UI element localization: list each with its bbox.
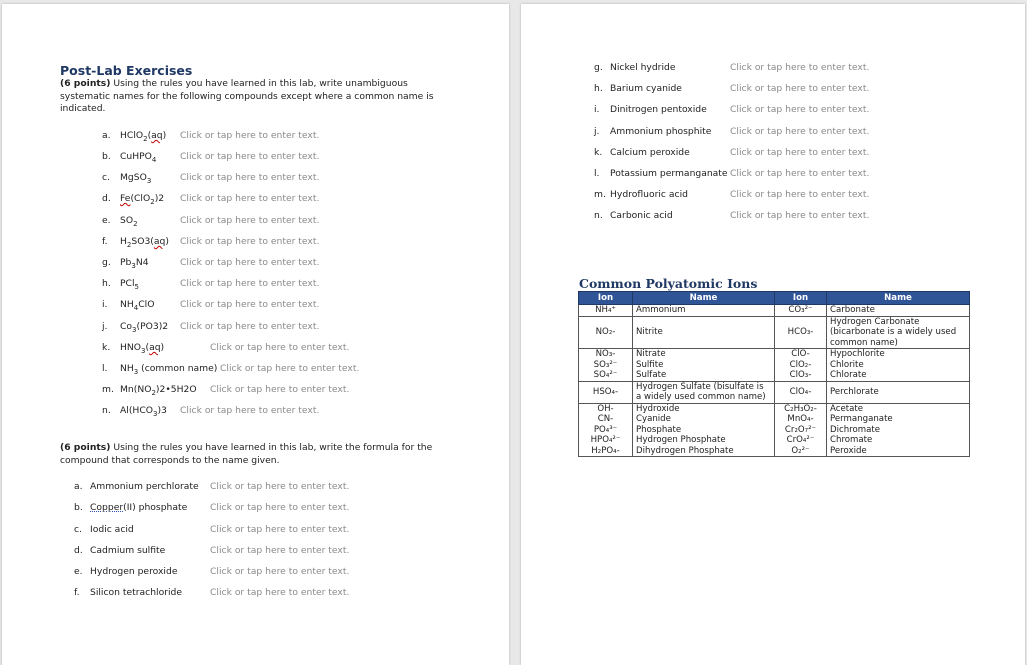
compound-item: g. <box>102 257 111 268</box>
ion-formula-cell: Cr₂O₇²⁻ <box>775 425 827 436</box>
formula-part-wavy: aq <box>153 236 166 247</box>
ion-formula-cell: NH₄⁺ <box>579 305 633 317</box>
name-item-label: h. <box>594 83 603 94</box>
ion-name-cell: Cyanide <box>633 414 775 425</box>
answer-field[interactable]: Click or tap here to enter text. <box>180 321 320 332</box>
ion-name-cell: Hydrogen Carbonate (bicarbonate is a widely used common name) <box>827 316 970 349</box>
ion-formula-cell: ClO₂- <box>775 360 827 371</box>
formula-part-mid: (PO3)2 <box>136 321 169 332</box>
formula-part-mid: N4 <box>135 257 149 268</box>
ion-name-cell: Peroxide <box>827 446 970 457</box>
compound-formula <box>120 236 169 249</box>
name-item-label: m. <box>594 189 606 200</box>
compound-name: Ammonium phosphite <box>610 126 712 137</box>
compound-item: i. <box>102 299 108 310</box>
compound-formula <box>120 299 154 312</box>
formula-part-mid: SO3( <box>131 236 154 247</box>
formula-part-mid: ( <box>147 130 152 141</box>
formula-part-wavy: aq <box>151 130 163 141</box>
name-part-text: Ammonium perchlorate <box>90 481 199 492</box>
table-row <box>579 414 970 425</box>
compound-item: d. <box>102 193 111 204</box>
points-label: (6 points) <box>60 78 111 89</box>
compound-name: Potassium permanganate <box>610 168 728 179</box>
right-page <box>521 4 1025 665</box>
formula-part-mid: (common name) <box>138 363 218 374</box>
compound-formula <box>120 215 138 228</box>
answer-field[interactable]: Click or tap here to enter text. <box>180 172 320 183</box>
compound-formula <box>120 278 139 291</box>
answer-field[interactable]: Click or tap here to enter text. <box>730 168 870 179</box>
formula-part-pre: Co <box>120 321 133 332</box>
formula-part-pre: HClO <box>120 130 144 141</box>
compound-item: a. <box>102 130 111 141</box>
compound-formula <box>120 193 164 206</box>
answer-field[interactable]: Click or tap here to enter text. <box>210 545 350 556</box>
ion-name-cell: Phosphate <box>633 425 775 436</box>
ion-name-cell: Dihydrogen Phosphate <box>633 446 775 457</box>
compound-name <box>90 566 177 577</box>
formula-part-mid: ClO <box>138 299 155 310</box>
ion-formula-cell: C₂H₃O₂- <box>775 403 827 414</box>
instructions-text: Using the rules you have learned in this lab, write unambiguous systematic names for the following compounds except where a common name is indicated. <box>60 78 434 114</box>
ion-name-cell: Chlorite <box>827 360 970 371</box>
ion-name-cell: Hydroxide <box>633 403 775 414</box>
compound-name <box>90 502 187 513</box>
ion-name-cell: Perchlorate <box>827 381 970 403</box>
name-item-label: i. <box>594 104 600 115</box>
name-item-label: j. <box>594 126 600 137</box>
formula-part-sub1: 5 <box>134 282 139 291</box>
header-name: Name <box>633 292 775 305</box>
compound-formula <box>120 257 149 270</box>
formula-part-mid: ( <box>145 342 150 353</box>
name-part-dotted: Copper <box>90 502 124 513</box>
name-part-rest: (II) phosphate <box>123 502 188 513</box>
answer-field[interactable]: Click or tap here to enter text. <box>210 524 350 535</box>
ion-formula-cell: MnO₄- <box>775 414 827 425</box>
ion-name-cell: Carbonate <box>827 305 970 317</box>
formula-part-sub1: 3 <box>146 176 152 185</box>
compound-item: f. <box>102 236 108 247</box>
ion-formula-cell: ClO₄- <box>775 381 827 403</box>
formula-part-after: )2 <box>154 193 165 204</box>
table-row <box>579 446 970 457</box>
ion-formula-cell: ClO- <box>775 349 827 360</box>
formula-part-pre: NH <box>120 363 134 374</box>
instructions-names <box>60 78 460 116</box>
compound-item: m. <box>102 384 114 395</box>
compound-item: n. <box>102 405 111 416</box>
ion-formula-cell: CrO₄²⁻ <box>775 435 827 446</box>
formula-part-sub1: 3 <box>133 367 139 376</box>
formula-part-sub2: 2 <box>150 197 155 206</box>
name-item-label: n. <box>594 210 603 221</box>
formula-part-sub1: 3 <box>152 409 158 418</box>
formula-part-sub1: 3 <box>141 346 146 355</box>
polyatomic-ions-table <box>578 291 970 457</box>
header-ion: Ion <box>579 292 633 305</box>
ion-name-cell: Acetate <box>827 403 970 414</box>
compound-formula <box>120 405 167 418</box>
name-part-text: Iodic acid <box>90 524 134 535</box>
answer-field[interactable]: Click or tap here to enter text. <box>180 151 320 162</box>
ion-formula-cell: O₂²⁻ <box>775 446 827 457</box>
ion-formula-cell: ClO₃- <box>775 370 827 381</box>
ion-formula-cell: SO₄²⁻ <box>579 370 633 381</box>
answer-field[interactable]: Click or tap here to enter text. <box>730 147 870 158</box>
answer-field[interactable]: Click or tap here to enter text. <box>210 384 350 395</box>
answer-field[interactable]: Click or tap here to enter text. <box>730 83 870 94</box>
compound-name: Carbonic acid <box>610 210 673 221</box>
formula-part-pre: HNO <box>120 342 142 353</box>
answer-field[interactable]: Click or tap here to enter text. <box>180 257 320 268</box>
ion-formula-cell: NO₂- <box>579 316 633 349</box>
formula-part-sub1: 2 <box>143 134 148 143</box>
compound-item: c. <box>102 172 110 183</box>
formula-part-pre: PCl <box>120 278 135 289</box>
answer-field[interactable]: Click or tap here to enter text. <box>180 405 320 416</box>
compound-name: Barium cyanide <box>610 83 682 94</box>
formula-part-pre: H <box>120 236 127 247</box>
ion-name-cell: Nitrate <box>633 349 775 360</box>
table-row <box>579 381 970 403</box>
formula-part-pre: NH <box>120 299 134 310</box>
formula-part-pre: CuHPO <box>120 151 152 162</box>
formula-part-wavy: aq <box>149 342 161 353</box>
formula-part-sub1: 2 <box>133 219 138 228</box>
compound-name <box>90 545 165 556</box>
answer-field[interactable]: Click or tap here to enter text. <box>730 62 870 73</box>
formula-part-wavy: Fe <box>120 193 131 204</box>
compound-formula <box>120 130 166 143</box>
compound-name: Hydrofluoric acid <box>610 189 688 200</box>
formula-part-pre: MgSO <box>120 172 147 183</box>
name-item-label: l. <box>594 168 600 179</box>
table-title: Common Polyatomic Ions <box>579 276 758 291</box>
header-ion: Ion <box>775 292 827 305</box>
formula-part-mid: )3 <box>157 405 167 416</box>
formula-part-post: ) <box>160 342 165 353</box>
compound-formula <box>120 384 197 397</box>
compound-formula <box>120 172 151 185</box>
answer-field[interactable]: Click or tap here to enter text. <box>180 299 320 310</box>
formula-part-post: ) <box>165 236 169 247</box>
answer-field[interactable]: Click or tap here to enter text. <box>730 104 870 115</box>
name-part-text: Silicon tetrachloride <box>90 587 183 598</box>
formula-part-sub1: 4 <box>133 303 139 312</box>
name-item-label: c. <box>74 524 82 535</box>
answer-field[interactable]: Click or tap here to enter text. <box>210 587 350 598</box>
formula-part-sub1: 2 <box>126 240 132 249</box>
ion-formula-cell: NO₃- <box>579 349 633 360</box>
ion-formula-cell: OH- <box>579 403 633 414</box>
answer-field[interactable]: Click or tap here to enter text. <box>210 566 350 577</box>
answer-field[interactable]: Click or tap here to enter text. <box>210 502 350 513</box>
answer-field[interactable]: Click or tap here to enter text. <box>730 189 870 200</box>
answer-field[interactable]: Click or tap here to enter text. <box>180 193 320 204</box>
table-row <box>579 435 970 446</box>
ion-formula-cell: HSO₄- <box>579 381 633 403</box>
page-title: Post-Lab Exercises <box>60 63 193 78</box>
compound-name: Dinitrogen pentoxide <box>610 104 707 115</box>
name-part-text: Hydrogen peroxide <box>90 566 178 577</box>
ion-name-cell: Sulfite <box>633 360 775 371</box>
answer-field[interactable]: Click or tap here to enter text. <box>730 210 870 221</box>
compound-item: b. <box>102 151 111 162</box>
answer-field[interactable]: Click or tap here to enter text. <box>180 130 320 141</box>
answer-field[interactable]: Click or tap here to enter text. <box>180 215 320 226</box>
answer-field[interactable]: Click or tap here to enter text. <box>220 363 360 374</box>
compound-name <box>90 524 134 535</box>
table-row <box>579 403 970 414</box>
header-name: Name <box>827 292 970 305</box>
compound-formula <box>120 151 156 164</box>
left-page <box>2 4 509 665</box>
formula-part-pre: Al(HCO <box>120 405 153 416</box>
formula-part-post: ) <box>162 130 167 141</box>
formula-part-pre: SO <box>120 215 134 226</box>
name-item-label: d. <box>74 545 83 556</box>
compound-item: j. <box>102 321 108 332</box>
compound-item: h. <box>102 278 111 289</box>
name-item-label: a. <box>74 481 83 492</box>
formula-part-pre: Mn(NO <box>120 384 152 395</box>
table-row <box>579 360 970 371</box>
ion-formula-cell: HCO₃- <box>775 316 827 349</box>
compound-name <box>90 481 199 492</box>
ion-name-cell: Ammonium <box>633 305 775 317</box>
ion-name-cell: Chromate <box>827 435 970 446</box>
compound-name: Nickel hydride <box>610 62 676 73</box>
answer-field[interactable]: Click or tap here to enter text. <box>730 126 870 137</box>
ion-formula-cell: PO₄³⁻ <box>579 425 633 436</box>
table-row <box>579 370 970 381</box>
ion-name-cell: Nitrite <box>633 316 775 349</box>
table-row <box>579 349 970 360</box>
ion-formula-cell: CO₃²⁻ <box>775 305 827 317</box>
formula-part-sub1: 3 <box>132 325 137 334</box>
ion-name-cell: Hydrogen Phosphate <box>633 435 775 446</box>
table-row <box>579 305 970 317</box>
answer-field[interactable]: Click or tap here to enter text. <box>180 278 320 289</box>
formula-part-mid: )2•5H2O <box>155 384 197 395</box>
compound-formula <box>120 342 164 355</box>
compound-formula <box>120 363 217 376</box>
compound-item: e. <box>102 215 111 226</box>
ion-name-cell: Dichromate <box>827 425 970 436</box>
name-part-text: Cadmium sulfite <box>90 545 166 556</box>
ion-name-cell: Hypochlorite <box>827 349 970 360</box>
ion-formula-cell: HPO₄²⁻ <box>579 435 633 446</box>
name-item-label: e. <box>74 566 83 577</box>
compound-name <box>90 587 182 598</box>
formula-part-post: (ClO <box>130 193 151 204</box>
formula-part-sub1: 2 <box>151 388 156 397</box>
ion-name-cell: Chlorate <box>827 370 970 381</box>
formula-part-sub1: 3 <box>131 261 136 270</box>
compound-formula <box>120 321 168 334</box>
table-row <box>579 316 970 349</box>
ion-formula-cell: SO₃²⁻ <box>579 360 633 371</box>
formula-part-sub1: 4 <box>151 155 157 164</box>
ion-formula-cell: CN- <box>579 414 633 425</box>
ion-name-cell: Hydrogen Sulfate (bisulfate is a widely used common name) <box>633 381 775 403</box>
compound-item: k. <box>102 342 111 353</box>
name-item-label: k. <box>594 147 603 158</box>
answer-field[interactable]: Click or tap here to enter text. <box>210 481 350 492</box>
answer-field[interactable]: Click or tap here to enter text. <box>210 342 350 353</box>
name-item-label: f. <box>74 587 80 598</box>
name-item-label: b. <box>74 502 83 513</box>
compound-name: Calcium peroxide <box>610 147 690 158</box>
compound-item: l. <box>102 363 108 374</box>
table-header-row <box>579 292 970 305</box>
ion-name-cell: Sulfate <box>633 370 775 381</box>
points-label: (6 points) <box>60 442 111 453</box>
instructions-formulas <box>60 442 460 467</box>
name-item-label: g. <box>594 62 603 73</box>
formula-part-pre: Pb <box>120 257 132 268</box>
answer-field[interactable]: Click or tap here to enter text. <box>180 236 320 247</box>
instructions-text: Using the rules you have learned in this lab, write the formula for the compound that corresponds to the name given. <box>60 442 433 466</box>
table-row <box>579 425 970 436</box>
ion-formula-cell: H₂PO₄- <box>579 446 633 457</box>
ion-name-cell: Permanganate <box>827 414 970 425</box>
